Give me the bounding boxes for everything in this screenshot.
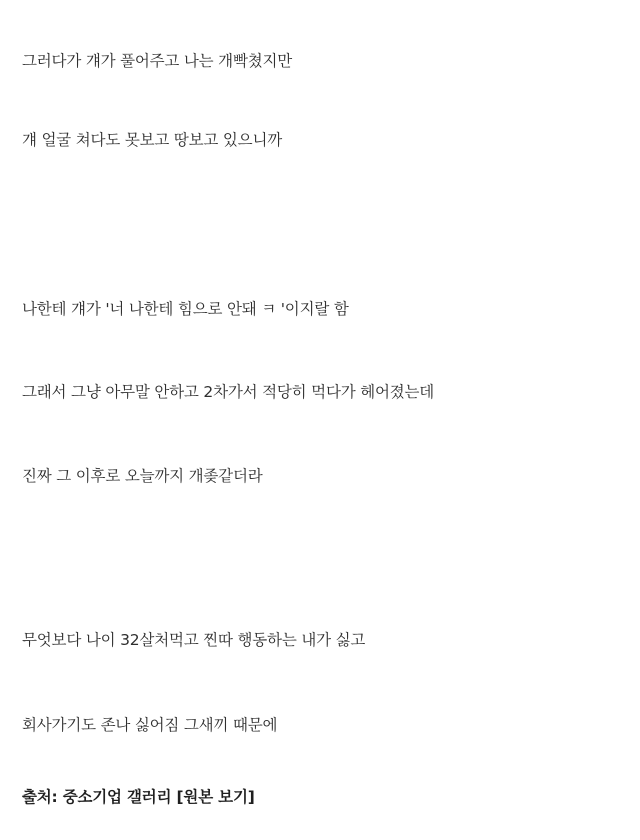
paragraph-6: 무엇보다 나이 32살처먹고 찐따 행동하는 내가 싫고 bbox=[22, 631, 366, 649]
paragraph-2: 걔 얼굴 쳐다도 못보고 땅보고 있으니까 bbox=[22, 131, 283, 149]
paragraph-3: 나한테 걔가 '너 나한테 힘으로 안돼 ㅋ '이지랄 함 bbox=[22, 300, 349, 318]
paragraph-7: 회사가기도 존나 싫어짐 그새끼 때문에 bbox=[22, 716, 278, 734]
paragraph-5: 진짜 그 이후로 오늘까지 개좆같더라 bbox=[22, 467, 263, 485]
paragraph-4: 그래서 그냥 아무말 안하고 2차가서 적당히 먹다가 헤어졌는데 bbox=[22, 383, 435, 401]
source-attribution[interactable]: 출처: 중소기업 갤러리 [원본 보기] bbox=[22, 788, 255, 806]
paragraph-1: 그러다가 걔가 풀어주고 나는 개빡쳤지만 bbox=[22, 52, 293, 70]
